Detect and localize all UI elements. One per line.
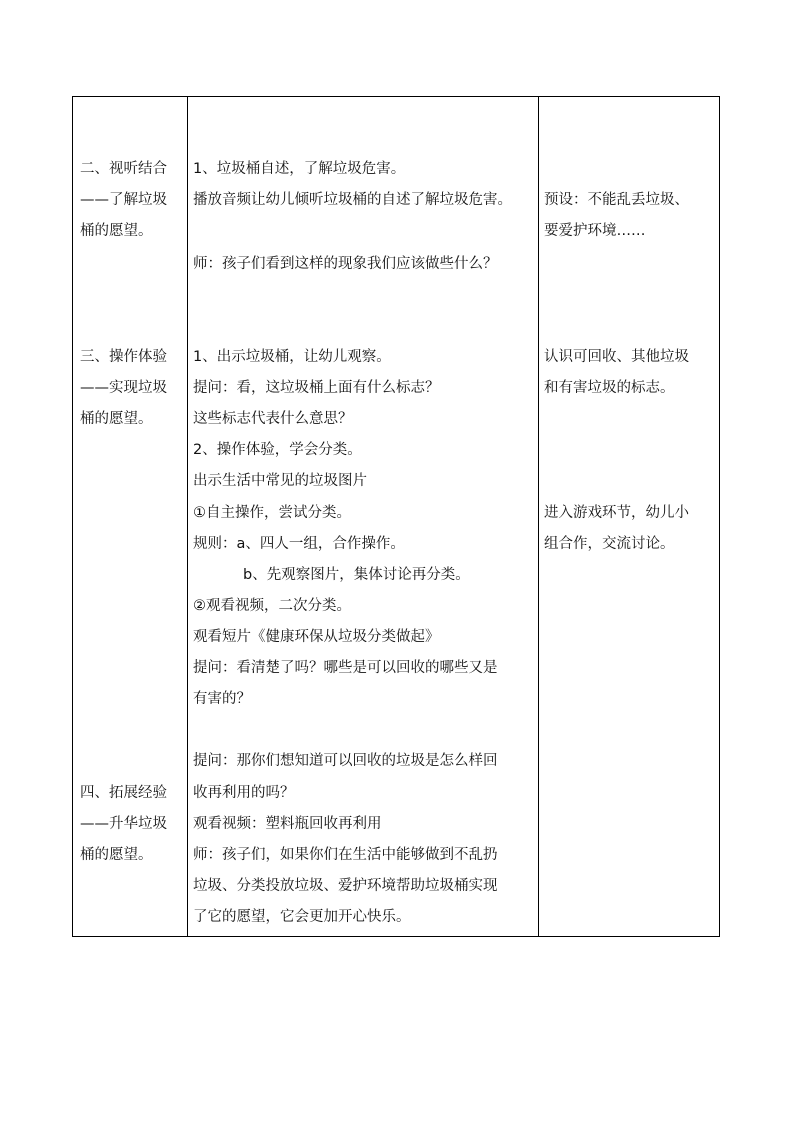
note-text: 进入游戏环节，幼儿小 [544, 505, 689, 521]
process-text: 这些标志代表什么意思？ [193, 411, 353, 427]
stage-title: 四、拓展经验 [80, 785, 167, 801]
process-text: 垃圾、分类投放垃圾、爱护环境帮助垃圾桶实现 [193, 878, 498, 894]
process-text: 提问：那你们想知道可以回收的垃圾是怎么样回 [193, 753, 498, 769]
lesson-plan-table [72, 96, 720, 937]
process-text: 师：孩子们看到这样的现象我们应该做些什么？ [193, 256, 498, 272]
stage-title: 三、操作体验 [80, 349, 167, 365]
note-text: 要爱护环境…… [544, 223, 646, 239]
process-text: b、先观察图片，集体讨论再分类。 [243, 567, 470, 583]
process-text: 提问：看清楚了吗？哪些是可以回收的哪些又是 [193, 660, 498, 676]
stage-title: ——实现垃圾 [80, 380, 167, 396]
stage-title: 桶的愿望。 [80, 847, 153, 863]
column-divider [538, 97, 539, 936]
note-text: 组合作，交流讨论。 [544, 536, 675, 552]
process-text: 有害的？ [193, 691, 251, 707]
process-text: 收再利用的吗？ [193, 785, 295, 801]
process-text: 师：孩子们，如果你们在生活中能够做到不乱扔 [193, 847, 498, 863]
note-text: 认识可回收、其他垃圾 [544, 349, 689, 365]
note-text: 和有害垃圾的标志。 [544, 380, 675, 396]
process-text: 1、出示垃圾桶，让幼儿观察。 [193, 349, 391, 365]
stage-title: ——了解垃圾 [80, 192, 167, 208]
process-text: ②观看视频，二次分类。 [193, 598, 351, 614]
stage-title: 桶的愿望。 [80, 411, 153, 427]
column-divider [187, 97, 188, 936]
process-text: 规则：a、四人一组，合作操作。 [193, 536, 405, 552]
process-text: 观看短片《健康环保从垃圾分类做起》 [193, 629, 440, 645]
process-text: 1、垃圾桶自述，了解垃圾危害。 [193, 161, 406, 177]
stage-title: 二、视听结合 [80, 161, 167, 177]
process-text: 播放音频让幼儿倾听垃圾桶的自述了解垃圾危害。 [193, 192, 512, 208]
process-text: 2、操作体验，学会分类。 [193, 442, 362, 458]
process-text: ①自主操作，尝试分类。 [193, 505, 351, 521]
process-text: 出示生活中常见的垃圾图片 [193, 473, 367, 489]
process-text: 提问：看，这垃圾桶上面有什么标志？ [193, 380, 440, 396]
stage-title: ——升华垃圾 [80, 816, 167, 832]
process-text: 了它的愿望，它会更加开心快乐。 [193, 909, 411, 925]
stage-title: 桶的愿望。 [80, 223, 153, 239]
process-text: 观看视频：塑料瓶回收再利用 [193, 816, 382, 832]
note-text: 预设：不能乱丢垃圾、 [544, 192, 689, 208]
